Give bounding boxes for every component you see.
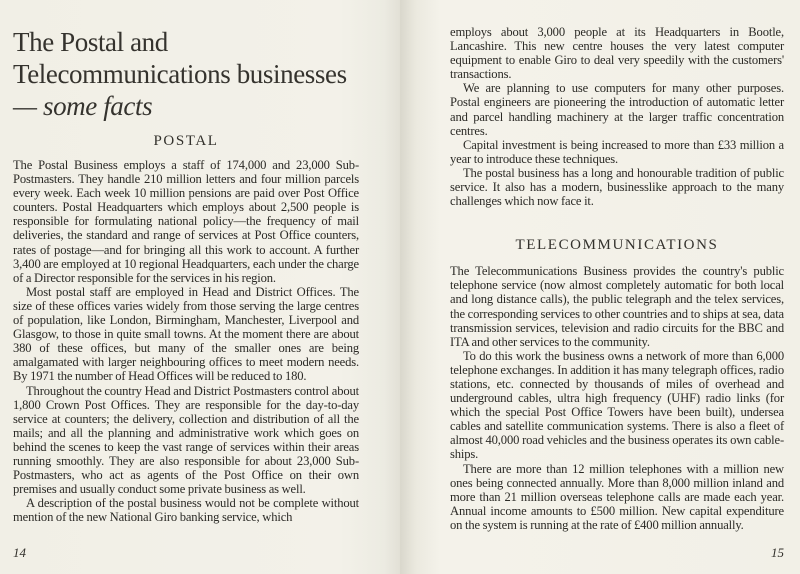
page-spacer — [450, 532, 784, 545]
postal-continued-paragraph-4: The postal business has a long and honourable tradition of public service. It also has a modern, businesslike approach to the many challenges which now face it. — [450, 165, 784, 209]
page-spacer — [13, 524, 359, 545]
page-subtitle: — some facts — [13, 91, 153, 121]
postal-paragraph-3: Throughout the country Head and District Postmasters control about 1,800 Crown Post Offices. They are responsible for the day-to-day service at counters; the delivery, collection and distribution of all the mails; and all the planning and administrative work which goes on behind the scenes to keep the vast range of services within their areas running smoothly. They are also responsible for about 23,000 Sub-Postmasters, who act as agents of the Post Office on their own premises and usually conduct some private business as well. — [13, 383, 359, 497]
postal-continued-paragraph-3: Capital investment is being increased to more than £33 million a year to introduce these techniques. — [450, 137, 784, 166]
telecom-paragraph-1: The Telecommunications Business provides the country's public telephone service (now almost completely automatic for both local and long distance calls), the public telegraph and the telex services, the corresponding services to other countries and to ships at sea, data transmission services, television and radio circuits for the BBC and ITA and other services to the community. — [450, 264, 784, 349]
postal-paragraph-2: Most postal staff are employed in Head and District Offices. The size of these offices varies widely from those serving the large centres of population, like London, Birmingham, Manchester, Liverpool and Glasgow, to those in quite small towns. At the moment there are about 380 of these offices, but many of the smaller ones are being amalgamated with larger neighbouring offices to meet modern needs. By 1971 the number of Head Offices will be reduced to 180. — [13, 284, 359, 384]
postal-section — [13, 132, 359, 524]
page-number-right: 15 — [771, 545, 784, 560]
postal-continued-paragraph-1: employs about 3,000 people at its Headquarters in Bootle, Lancashire. This new centre houses the very latest computer equipment to enable Giro to deal very speedily with the customers' transactions. — [450, 25, 784, 82]
title-line-1: The Postal and — [13, 27, 168, 57]
postal-heading: POSTAL — [153, 133, 219, 149]
postal-continued-paragraph-2: We are planning to use computers for many other purposes. Postal engineers are pioneering the introduction of automatic letter and parcel handling machinery at the larger traffic concentration centres. — [450, 81, 784, 138]
right-page — [400, 0, 800, 574]
postal-paragraph-1: The Postal Business employs a staff of 174,000 and 23,000 Sub-Postmasters. They handle 210 million letters and four million parcels every week. Each week 10 million pensions are paid over Post Office counters. Postal Headquarters which employs about 2,500 people is responsible for formulating national policy—the frequency of mail deliveries, the standard and range of services at Post Office counters, rates of postage—and for bringing all this work to account. A further 3,400 are employed at 10 regional Headquarters, each under the charge of a Director responsible for the services in his region. — [13, 158, 359, 285]
page-number-left: 14 — [13, 545, 26, 560]
page-title — [13, 26, 359, 122]
telecom-paragraph-2: To do this work the business owns a network of more than 6,000 telephone exchanges. In addition it has many telegraph offices, radio stations, etc. connected by thousands of miles of overhead and underground cables, ultra high frequency (UHF) radio links (for which the special Post Office Towers have been built), undersea cables and satellite communication systems. There is also a fleet of almost 40,000 road vehicles and the business operates its own cable-ships. — [450, 348, 784, 462]
telecommunications-section — [450, 236, 784, 532]
telecom-paragraph-3: There are more than 12 million telephones with a million new ones being connected annually. More than 8,000 million inland and more than 21 million overseas telephone calls are made each year. Annual income amounts to £500 million. New capital expenditure on the system is running at the rate of £400 million annually. — [450, 461, 784, 532]
postal-paragraph-4: A description of the postal business would not be complete without mention of the new National Giro banking service, which — [13, 496, 359, 525]
title-line-2: Telecommunications businesses — [13, 59, 347, 89]
telecommunications-heading: TELECOMMUNICATIONS — [515, 237, 719, 254]
postal-continued-section — [450, 25, 784, 208]
